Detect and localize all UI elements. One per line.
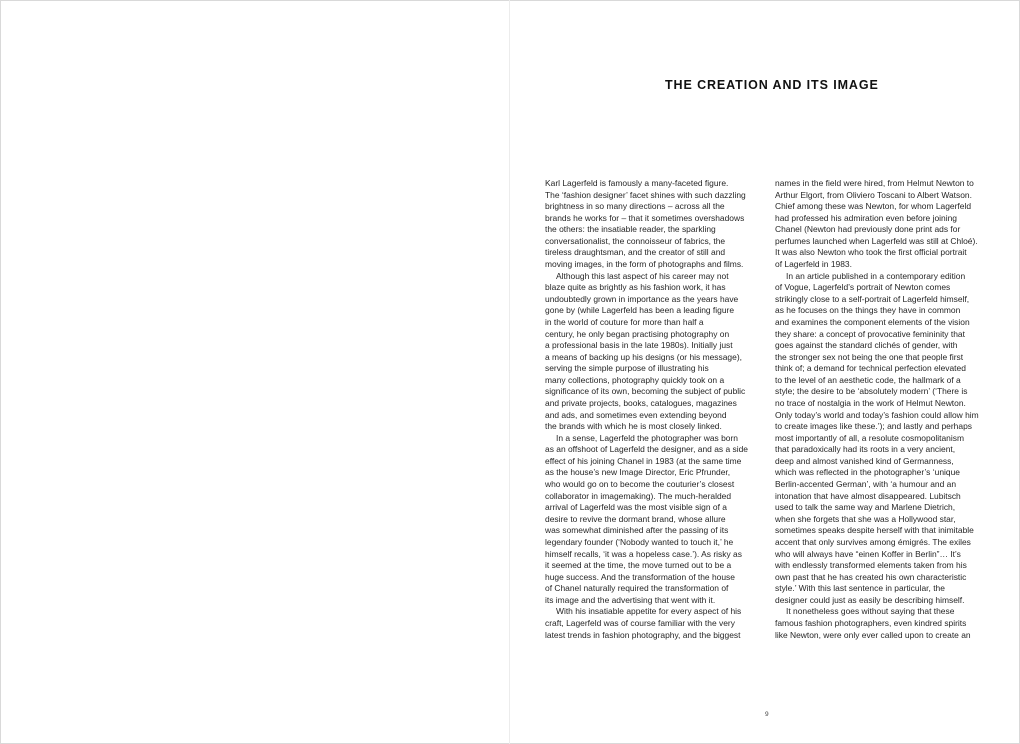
left-text-column	[545, 178, 771, 641]
text-line: himself recalls, ‘it was a hopeless case.’). As risky as	[545, 548, 742, 559]
text-line: tireless draughtsman, and the creator of still and	[545, 247, 726, 258]
text-line: legendary founder (‘Nobody wanted to touch it,’ he	[545, 536, 734, 547]
text-line: used to talk the same way and Marlene Dietrich,	[775, 502, 956, 513]
text-line: arrival of Lagerfeld was the most visible sign of a	[545, 502, 727, 513]
text-line: the brands with which he is most closely linked.	[545, 421, 722, 432]
text-line: as he focuses on the things they have in common	[775, 305, 961, 316]
text-line: perfumes launched when Lagerfeld was still at Chloé).	[775, 235, 978, 246]
text-line: as an offshoot of Lagerfeld the designer, and as a side	[545, 444, 748, 455]
text-line: brightness in so many directions – across all the	[545, 201, 725, 212]
text-line: it seemed at the time, the move turned out to be a	[545, 560, 732, 571]
text-line: a means of backing up his designs (or his message),	[545, 351, 742, 362]
text-line: In an article published in a contemporary edition	[786, 270, 966, 281]
text-line: desire to revive the dormant brand, whose allure	[545, 513, 726, 524]
text-line: many collections, photography quickly took on a	[545, 374, 725, 385]
text-line: collaborator in imagemaking). The much-heralded	[545, 490, 732, 501]
text-line: its image and the advertising that went with it.	[545, 594, 716, 605]
text-line: Although this last aspect of his career may not	[556, 270, 729, 281]
text-line: of Chanel naturally required the transformation of	[545, 583, 729, 594]
right-text-column	[775, 178, 1001, 641]
text-line: to the level of an aesthetic code, the hallmark of a	[775, 374, 961, 385]
text-line: was somewhat diminished after the passing of its	[545, 525, 729, 536]
text-line: and examines the component elements of the vision	[775, 316, 970, 327]
text-line: a professional basis in the late 1980s). Initially just	[545, 340, 733, 351]
text-line: undoubtedly grown in importance as the years have	[545, 293, 739, 304]
text-line: to create images like these.’); and lastly and perhaps	[775, 421, 972, 432]
text-line: and ads, and sometimes even extending beyond	[545, 409, 727, 420]
text-line: Berlin-accented German’, with ‘a humour and an	[775, 479, 957, 490]
text-line: accent that only survives among émigrés. The exiles	[775, 536, 971, 547]
text-line: like Newton, were only ever called upon to create an	[775, 629, 971, 640]
text-line: It nonetheless goes without saying that these	[786, 606, 955, 617]
text-line: craft, Lagerfeld was of course familiar with the very	[545, 617, 735, 628]
text-line: brands he works for – that it sometimes overshadows	[545, 212, 745, 223]
text-line: names in the field were hired, from Helmut Newton to	[775, 178, 974, 188]
text-line: no trace of nostalgia in the work of Helmut Newton.	[775, 397, 966, 408]
text-line: conversationalist, the connoisseur of fabrics, the	[545, 235, 726, 246]
text-line: of Lagerfeld in 1983.	[775, 259, 852, 270]
text-line: huge success. And the transformation of the house	[545, 571, 735, 582]
text-line: significance of its own, becoming the subject of public	[545, 386, 746, 397]
text-line: century, he only began practising photography on	[545, 328, 730, 339]
text-line: Arthur Elgort, from Oliviero Toscani to Albert Watson.	[775, 189, 972, 200]
text-line: latest trends in fashion photography, and the biggest	[545, 629, 741, 640]
text-line: the stronger sex not being the one that people first	[775, 351, 964, 362]
text-line: and private projects, books, catalogues, magazines	[545, 397, 737, 408]
text-line: who will always have “einen Koffer in Berlin”… It’s	[775, 548, 961, 559]
chapter-title: THE CREATION AND ITS IMAGE	[665, 78, 879, 92]
text-line: With his insatiable appetite for every aspect of his	[556, 606, 742, 617]
text-line: famous fashion photographers, even kindred spirits	[775, 617, 967, 628]
text-line: when she forgets that she was a Hollywood star,	[775, 513, 956, 524]
text-line: sometimes speaks despite herself with that inimitable	[775, 525, 974, 536]
text-line: effect of his joining Chanel in 1983 (at the same time	[545, 455, 742, 466]
text-line: which was reflected in the photographer’s ‘unique	[775, 467, 960, 478]
text-line: in the world of couture for more than half a	[545, 316, 704, 327]
text-line: blaze quite as brightly as his fashion work, it has	[545, 282, 726, 293]
text-line: style.’ With this last sentence in particular, the	[775, 583, 945, 594]
text-line: It was also Newton who took the first official portrait	[775, 247, 967, 258]
text-line: as the house’s new Image Director, Eric Pfrunder,	[545, 467, 731, 478]
text-line: In a sense, Lagerfeld the photographer was born	[556, 432, 738, 443]
text-line: gone by (while Lagerfeld has been a leading figure	[545, 305, 735, 316]
text-line: Chief among these was Newton, for whom Lagerfeld	[775, 201, 972, 212]
text-line: goes against the standard clichés of gender, with	[775, 340, 958, 351]
text-line: that paradoxically had its roots in a very ancient,	[775, 444, 956, 455]
text-line: moving images, in the form of photographs and films.	[545, 259, 744, 270]
text-line: deep and almost vanished kind of Germanness,	[775, 455, 954, 466]
text-line: with endlessly transformed elements taken from his	[775, 560, 967, 571]
page-number: 9	[765, 711, 769, 718]
text-line: think of; a demand for technical perfection elevated	[775, 363, 966, 374]
text-line: had professed his admiration even before joining	[775, 212, 957, 223]
text-line: The ‘fashion designer’ facet shines with such dazzling	[545, 189, 746, 200]
page-gutter	[509, 0, 510, 744]
text-line: of Vogue, Lagerfeld’s portrait of Newton comes	[775, 282, 951, 293]
text-line: who would go on to become the couturier’s closest	[545, 479, 735, 490]
text-line: own past that he has created his own characteristic	[775, 571, 967, 582]
text-line: they share: a concept of provocative femininity that	[775, 328, 965, 339]
text-line: serving the simple purpose of illustrating his	[545, 363, 709, 374]
text-line: style; the desire to be ‘absolutely modern’ (‘There is	[775, 386, 968, 397]
text-line: Chanel (Newton had previously done print ads for	[775, 224, 961, 235]
text-line: intonation that have almost disappeared. Lubitsch	[775, 490, 961, 501]
text-line: the others: the insatiable reader, the sparkling	[545, 224, 716, 235]
text-line: most importantly of all, a resolute cosmopolitanism	[775, 432, 964, 443]
text-line: Only today’s world and today’s fashion could allow him	[775, 409, 979, 420]
text-line: Karl Lagerfeld is famously a many-faceted figure.	[545, 178, 729, 188]
text-line: strikingly close to a self-portrait of Lagerfeld himself,	[775, 293, 970, 304]
text-line: designer could just as easily be describing himself.	[775, 594, 965, 605]
